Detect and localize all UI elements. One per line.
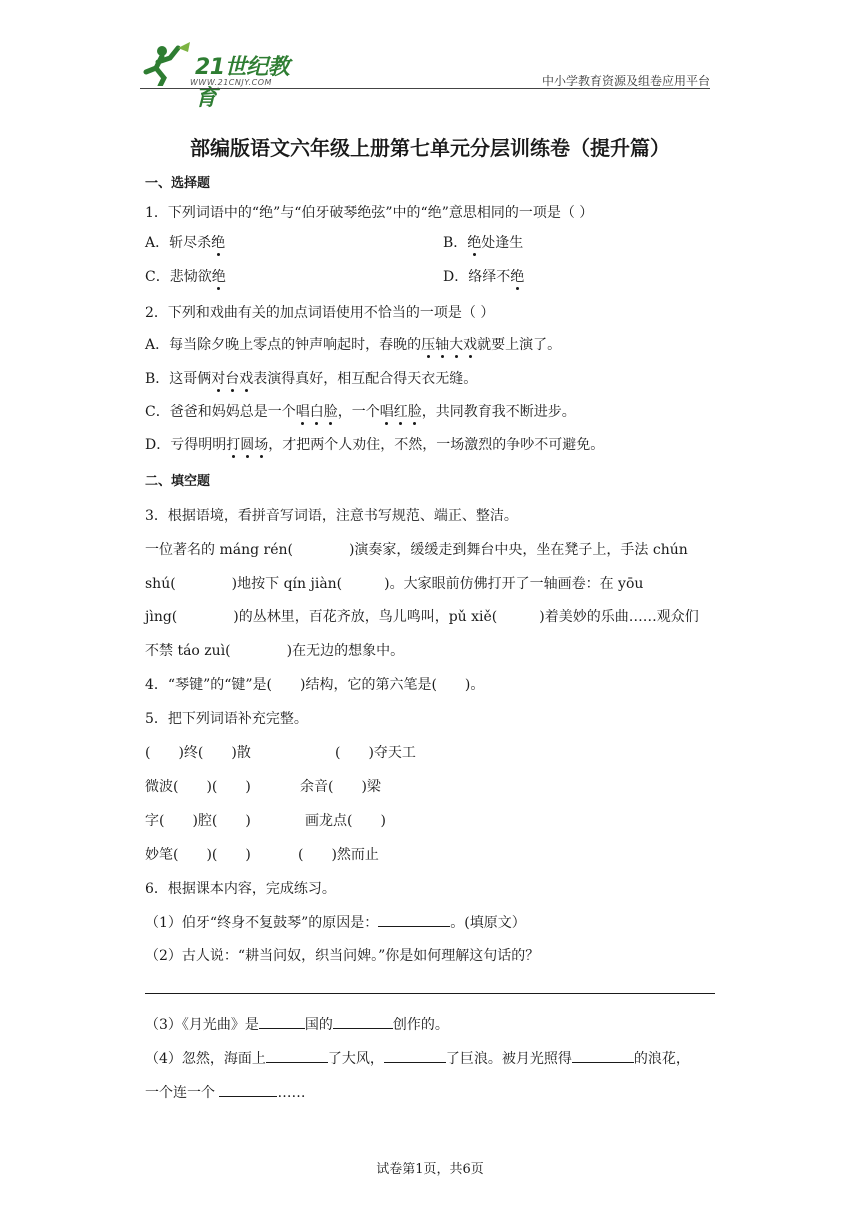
q2-option-c: C．爸爸和妈妈总是一个唱白脸，一个唱红脸，共同教育我不断进步。: [145, 404, 576, 420]
answer-line[interactable]: [145, 993, 715, 994]
q1-option-b: B．绝处逢生: [443, 235, 524, 251]
q5-item: 画龙点( ): [305, 813, 386, 829]
q6-part-1: （1）伯牙“终身不复鼓琴”的原因是： 。(填原文）: [145, 912, 526, 933]
q5-stem: 5．把下列词语补充完整。: [145, 711, 308, 727]
q5-item: ( )夺天工: [335, 745, 416, 761]
section-heading-choice: 一、选择题: [145, 176, 211, 191]
page-title: 部编版语文六年级上册第七单元分层训练卷（提升篇）: [190, 136, 670, 160]
answer-blank[interactable]: [266, 1048, 328, 1063]
q3-line-3: jìng( )的丛林里，百花齐放，鸟儿鸣叫，pǔ xiě( )着美妙的乐曲……观众们: [145, 609, 699, 625]
q2-option-a: A．每当除夕晚上零点的钟声响起时，春晚的压轴大戏就要上演了。: [145, 337, 562, 353]
q1-stem: 1．下列词语中的“绝”与“伯牙破琴绝弦”中的“绝”意思相同的一项是（ ）: [145, 205, 594, 221]
q6-part-4: （4）忽然，海面上 了大风， 了巨浪。被月光照得 的浪花，: [145, 1048, 690, 1069]
logo: [140, 38, 310, 111]
answer-blank[interactable]: [572, 1048, 634, 1063]
q5-item: 妙笔( )( ): [145, 847, 251, 863]
q4-text: 4．“琴键”的“键”是( )结构，它的第六笔是( )。: [145, 677, 485, 693]
page-header: [140, 38, 710, 111]
answer-blank[interactable]: [259, 1014, 305, 1029]
logo-url: WWW.21CNJY.COM: [190, 78, 272, 87]
q2-option-b: B．这哥俩对台戏表演得真好，相互配合得天衣无缝。: [145, 371, 478, 387]
q6-part-2: （2）古人说：“耕当问奴，织当问婢。”你是如何理解这句话的？: [145, 948, 540, 964]
page-footer: 试卷第1页，共6页: [376, 1162, 484, 1177]
q6-stem: 6．根据课本内容，完成练习。: [145, 881, 336, 897]
q3-line-2: shú( )地按下 qín jiàn( )。大家眼前仿佛打开了一轴画卷：在 yōu: [145, 576, 644, 592]
q6-part-4-cont: 一个连一个 ……: [145, 1082, 305, 1103]
q5-item: 余音( )梁: [300, 779, 381, 795]
answer-blank[interactable]: [378, 912, 450, 927]
answer-blank[interactable]: [219, 1082, 277, 1097]
q5-item: 微波( )( ): [145, 779, 251, 795]
q5-item: ( )然而止: [298, 847, 379, 863]
logo-text: 21世纪教育: [195, 55, 290, 111]
q3-line-1: 一位著名的 máng rén( )演奏家，缓缓走到舞台中央，坐在凳子上，手法 chún: [145, 542, 688, 558]
q5-item: ( )终( )散: [145, 745, 251, 761]
q1-option-c: C．悲恸欲绝: [145, 269, 226, 285]
q1-option-a: A．斩尽杀绝: [145, 235, 226, 251]
runner-logo-icon: [140, 42, 196, 86]
q2-stem: 2．下列和戏曲有关的加点词语使用不恰当的一项是（ ）: [145, 305, 495, 321]
section-heading-fill: 二、填空题: [145, 474, 211, 489]
q3-line-4: 不禁 táo zuì( )在无边的想象中。: [145, 643, 405, 659]
q6-part-3: （3）《月光曲》是 国的 创作的。: [145, 1014, 449, 1035]
header-divider: [140, 88, 710, 89]
answer-blank[interactable]: [333, 1014, 393, 1029]
q2-option-d: D．亏得明明打圆场，才把两个人劝住，不然，一场激烈的争吵不可避免。: [145, 437, 605, 453]
q1-option-d: D．络绎不绝: [443, 269, 525, 285]
platform-name: 中小学教育资源及组卷应用平台: [541, 74, 710, 88]
answer-blank[interactable]: [384, 1048, 446, 1063]
q3-stem: 3．根据语境，看拼音写词语，注意书写规范、端正、整洁。: [145, 508, 518, 524]
q5-item: 字( )腔( ): [145, 813, 251, 829]
